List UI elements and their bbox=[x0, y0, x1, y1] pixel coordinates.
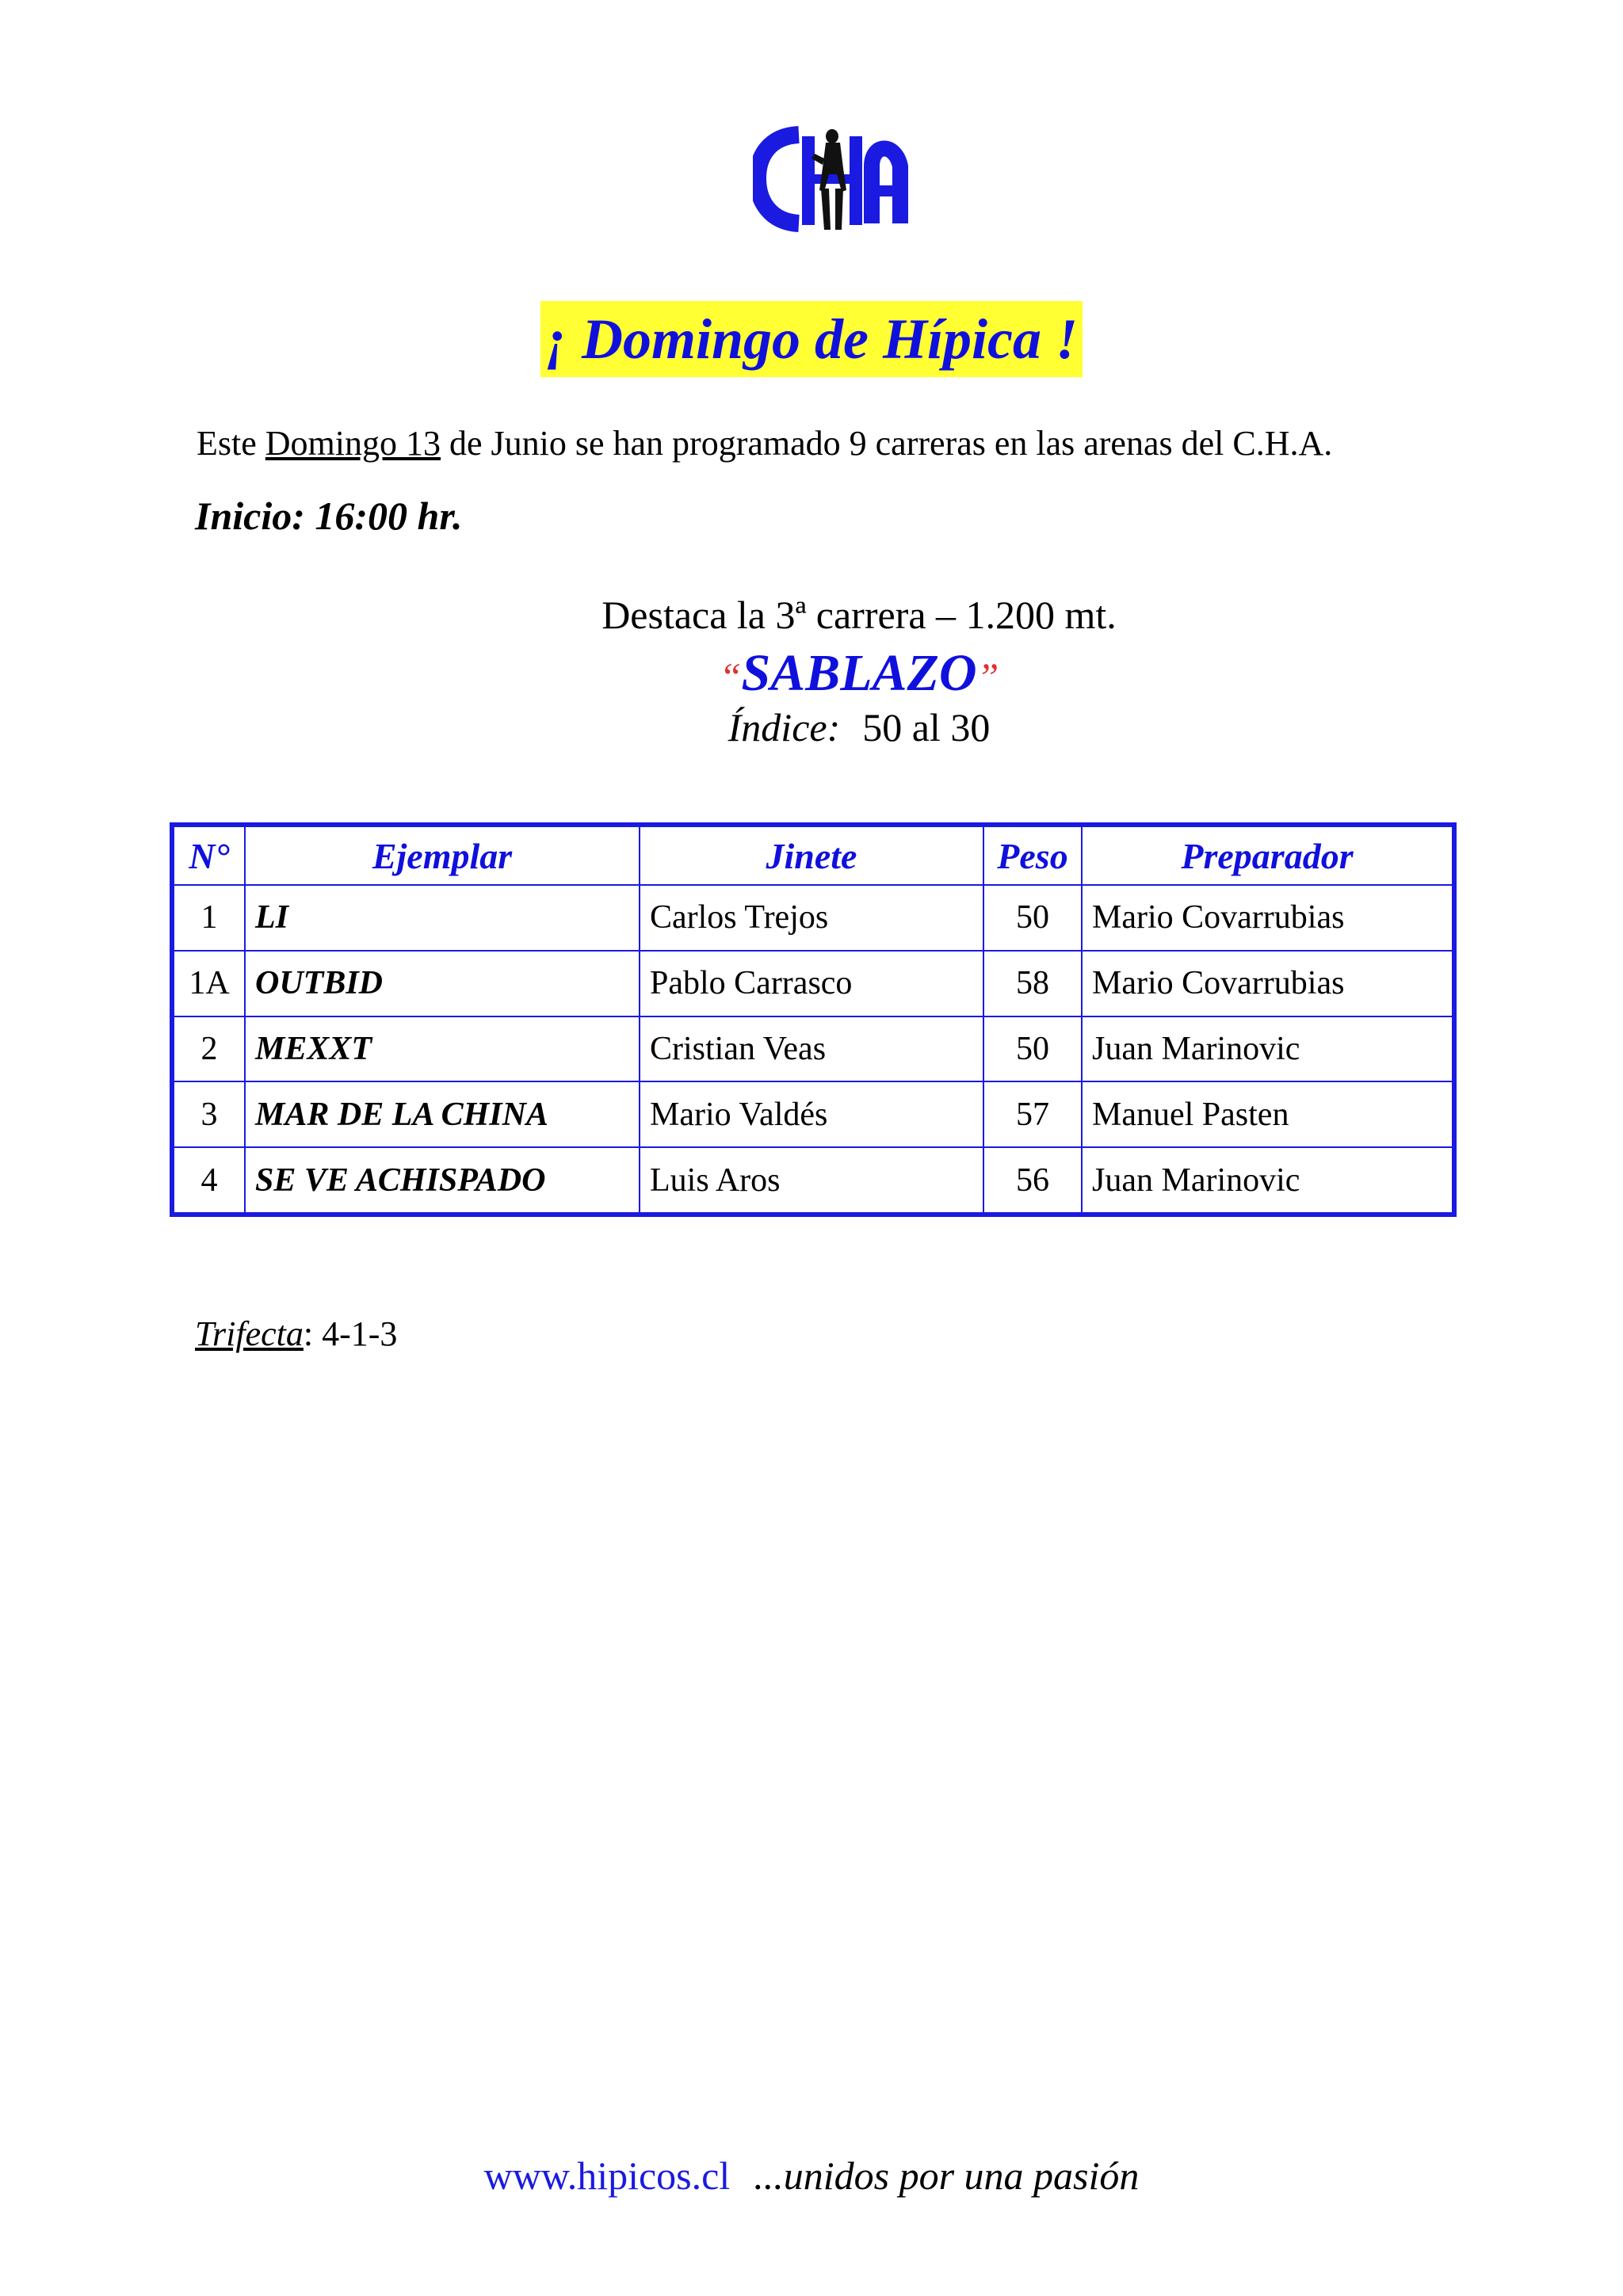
cell-number: 1 bbox=[172, 885, 245, 951]
intro-after: de Junio se han programado 9 carreras en las arenas del C.H.A. bbox=[441, 424, 1333, 463]
cell-number: 4 bbox=[172, 1147, 245, 1215]
cell-weight: 58 bbox=[983, 951, 1082, 1016]
cell-horse: LI bbox=[245, 885, 640, 951]
start-time: Inicio: 16:00 hr. bbox=[195, 494, 463, 538]
intro-before: Este bbox=[197, 424, 265, 463]
cell-jockey: Luis Aros bbox=[640, 1147, 983, 1215]
intro-text bbox=[197, 420, 1332, 467]
header-horse: Ejemplar bbox=[245, 825, 640, 885]
featured-race-line: Destaca la 3ª carrera – 1.200 mt. bbox=[601, 593, 1117, 637]
open-quote: “ bbox=[719, 654, 742, 699]
cell-weight: 56 bbox=[983, 1147, 1082, 1215]
cell-trainer: Juan Marinovic bbox=[1082, 1147, 1454, 1215]
trifecta-label: Trifecta bbox=[195, 1314, 304, 1353]
cell-number: 3 bbox=[172, 1081, 245, 1147]
cell-number: 2 bbox=[172, 1016, 245, 1082]
cell-horse: SE VE ACHISPADO bbox=[245, 1147, 640, 1215]
cell-weight: 50 bbox=[983, 885, 1082, 951]
trifecta bbox=[195, 1310, 397, 1358]
cell-trainer: Manuel Pasten bbox=[1082, 1081, 1454, 1147]
index-value: 50 al 30 bbox=[862, 705, 991, 749]
trifecta-value: : 4-1-3 bbox=[303, 1314, 398, 1353]
footer-site-link[interactable]: www.hipicos.cl bbox=[483, 2153, 731, 2198]
cell-jockey: Cristian Veas bbox=[640, 1016, 983, 1082]
cell-jockey: Pablo Carrasco bbox=[640, 951, 983, 1016]
cell-weight: 57 bbox=[983, 1081, 1082, 1147]
cell-trainer: Mario Covarrubias bbox=[1082, 885, 1454, 951]
page-title: ¡ Domingo de Hípica ! bbox=[540, 301, 1083, 377]
table-row bbox=[172, 885, 1454, 951]
table-row bbox=[172, 1081, 1454, 1147]
featured-horse bbox=[0, 640, 1623, 710]
table-row bbox=[172, 951, 1454, 1016]
table-row bbox=[172, 1147, 1454, 1215]
table-row bbox=[172, 1016, 1454, 1082]
cell-trainer: Juan Marinovic bbox=[1082, 1016, 1454, 1082]
header-trainer: Preparador bbox=[1082, 825, 1454, 885]
intro-date: Domingo 13 bbox=[265, 424, 441, 463]
header-number: N° bbox=[172, 825, 245, 885]
header-weight: Peso bbox=[983, 825, 1082, 885]
featured-horse-name: SABLAZO bbox=[741, 644, 977, 702]
title-wrap bbox=[0, 301, 1623, 377]
index-line bbox=[0, 700, 1623, 754]
cell-trainer: Mario Covarrubias bbox=[1082, 951, 1454, 1016]
cell-jockey: Carlos Trejos bbox=[640, 885, 983, 951]
cell-number: 1A bbox=[172, 951, 245, 1016]
close-quote: ” bbox=[976, 654, 999, 699]
cell-horse: MEXXT bbox=[245, 1016, 640, 1082]
index-label: Índice: bbox=[727, 705, 841, 749]
footer-slogan: ...unidos por una pasión bbox=[754, 2153, 1140, 2198]
race-table bbox=[170, 822, 1457, 1217]
cell-horse: OUTBID bbox=[245, 951, 640, 1016]
cell-weight: 50 bbox=[983, 1016, 1082, 1082]
cha-logo bbox=[753, 119, 910, 238]
footer bbox=[0, 2149, 1623, 2203]
table-header-row bbox=[172, 825, 1454, 885]
header-jockey: Jinete bbox=[640, 825, 983, 885]
cell-jockey: Mario Valdés bbox=[640, 1081, 983, 1147]
cell-horse: MAR DE LA CHINA bbox=[245, 1081, 640, 1147]
